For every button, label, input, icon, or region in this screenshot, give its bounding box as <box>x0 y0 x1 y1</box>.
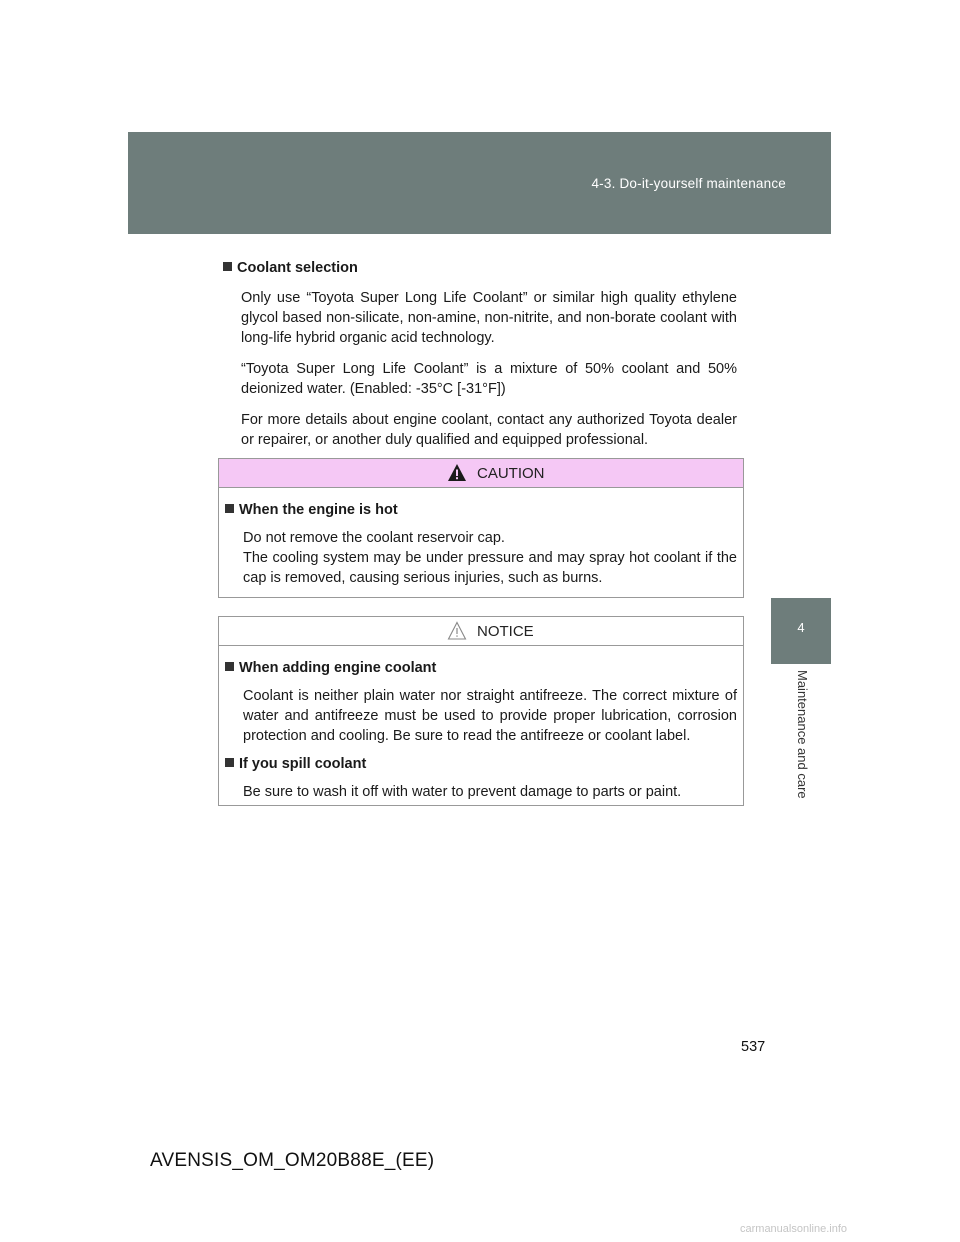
chapter-tab-label-area <box>771 664 831 812</box>
heading-text: When the engine is hot <box>239 502 398 518</box>
header-band <box>128 132 831 234</box>
caution-line: Do not remove the coolant reservoir cap. <box>243 530 505 546</box>
coolant-paragraph: “Toyota Super Long Life Coolant” is a mixture of 50% coolant and 50% deionized water. (Enabled: -35°C [-31°F]) <box>241 361 737 397</box>
coolant-paragraph: For more details about engine coolant, contact any authorized Toyota dealer or repairer, or another duly qualified and equipped professional. <box>241 412 737 448</box>
caution-heading <box>225 502 737 518</box>
notice-item-text: Be sure to wash it off with water to prevent damage to parts or paint. <box>243 784 682 800</box>
chapter-label: Maintenance and care <box>795 670 810 799</box>
notice-body <box>219 646 743 802</box>
caution-title: CAUTION <box>477 465 545 482</box>
caution-text <box>243 528 737 588</box>
section-title: 4-3. Do-it-yourself maintenance <box>591 176 786 191</box>
square-bullet-icon <box>225 504 234 513</box>
caution-header <box>219 459 743 488</box>
chapter-number: 4 <box>797 620 805 635</box>
page-number: 537 <box>741 1039 766 1055</box>
chapter-tab <box>771 598 831 664</box>
notice-item-heading <box>225 660 737 676</box>
heading-text: Coolant selection <box>237 260 358 276</box>
caution-body <box>219 488 743 588</box>
watermark: carmanualsonline.info <box>740 1223 848 1235</box>
heading-text: When adding engine coolant <box>239 660 437 676</box>
square-bullet-icon <box>223 262 232 271</box>
caution-box <box>218 458 744 598</box>
caution-line: The cooling system may be under pressure and may spray hot coolant if the cap is removed, causing serious injuries, such as burns. <box>243 550 737 586</box>
coolant-selection-section <box>223 260 737 461</box>
notice-item-text: Coolant is neither plain water nor straight antifreeze. The correct mixture of water and antifreeze must be used to provide proper lubrication, corrosion protection and cooling. Be sure to read the antifreeze or coolant label. <box>243 688 737 744</box>
square-bullet-icon <box>225 758 234 767</box>
heading-text: If you spill coolant <box>239 756 367 772</box>
model-code: AVENSIS_OM_OM20B88E_(EE) <box>150 1150 435 1171</box>
coolant-selection-heading <box>223 260 737 276</box>
coolant-paragraph: Only use “Toyota Super Long Life Coolant” or similar high quality ethylene glycol based non-silicate, non-amine, non-nitrite, and non-borate coolant with long-life hybrid organic acid technology. <box>241 290 737 346</box>
square-bullet-icon <box>225 662 234 671</box>
notice-title: NOTICE <box>477 623 534 640</box>
warning-triangle-icon <box>447 463 467 483</box>
notice-box <box>218 616 744 806</box>
warning-triangle-outline-icon <box>447 621 467 641</box>
notice-header <box>219 617 743 646</box>
notice-item-heading <box>225 756 737 772</box>
